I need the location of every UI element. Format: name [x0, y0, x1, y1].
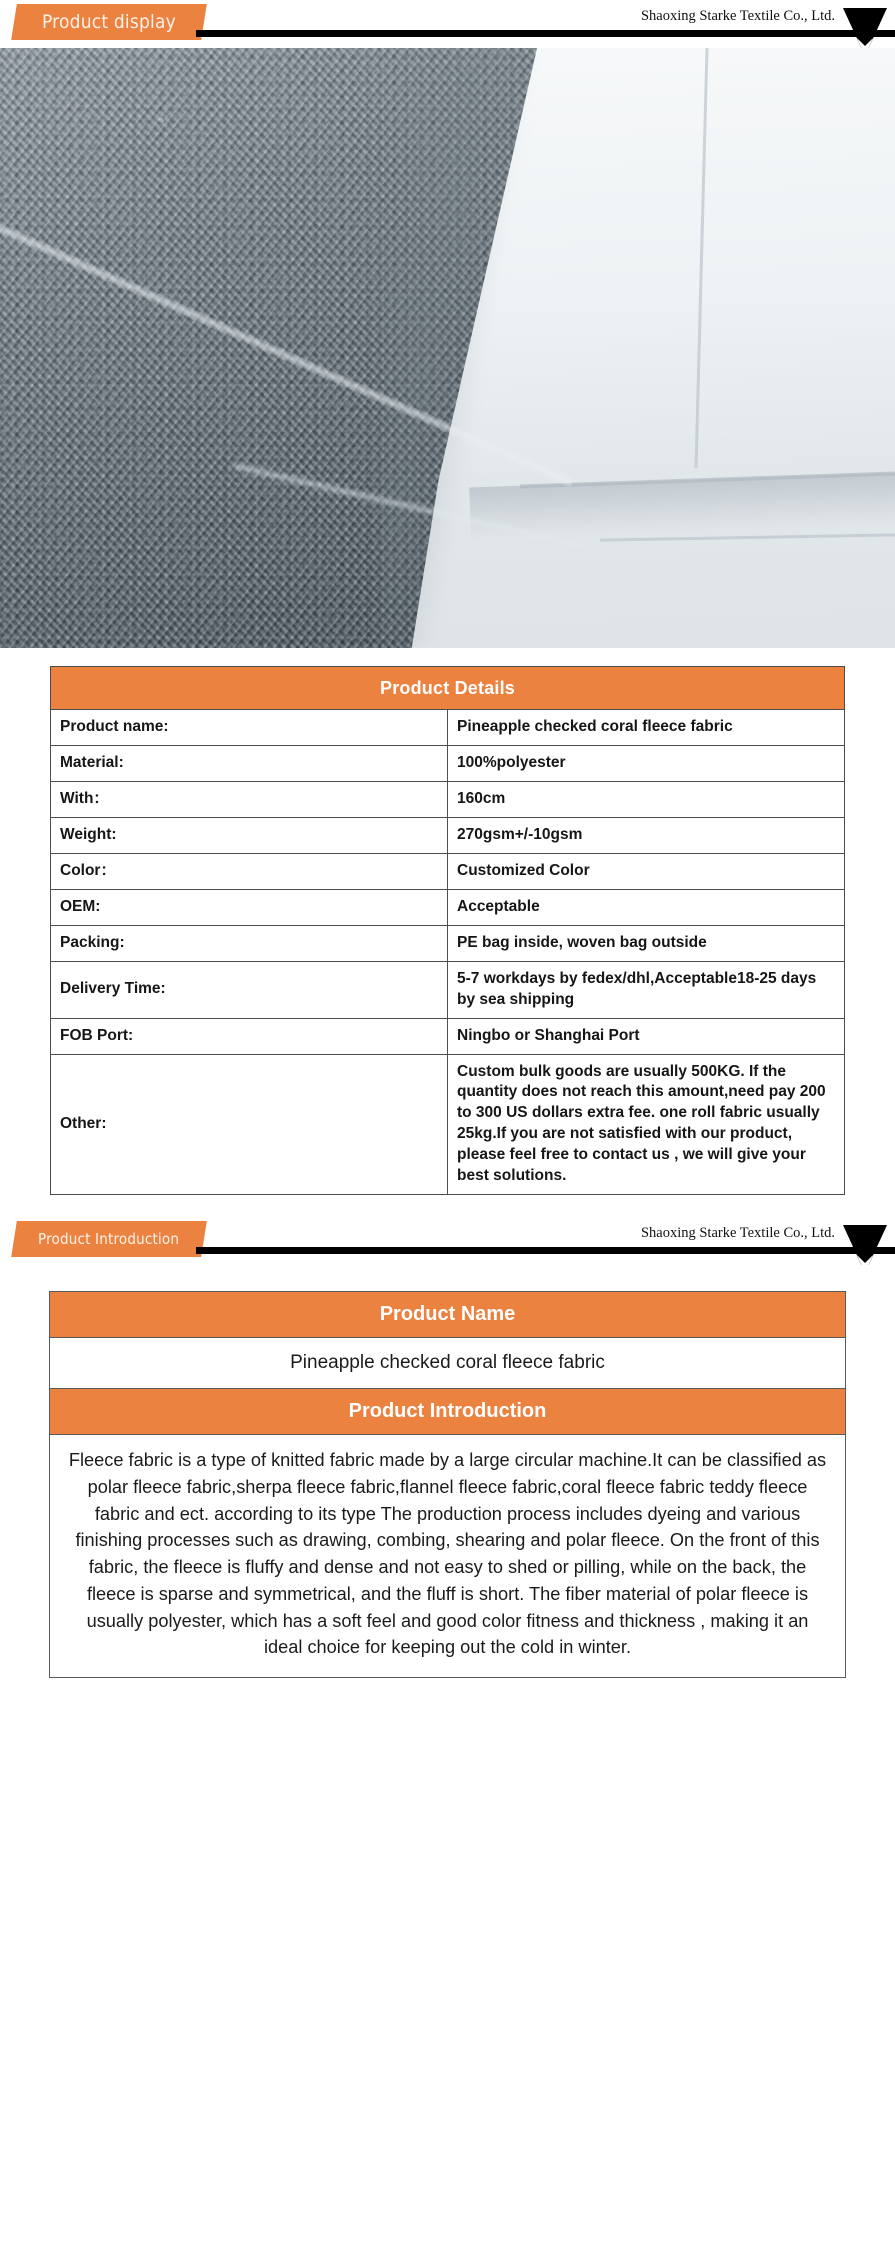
section-tag-product-introduction — [11, 1221, 207, 1257]
table-row — [51, 1054, 845, 1195]
table-row — [51, 818, 845, 854]
row-value: Custom bulk goods are usually 500KG. If the quantity does not reach this amount,need pay 200 to 300 US dollars extra fee. one roll fabric usually 25kg.If you are not satisfied with our product, please feel free to contact us , we will give your best solutions. — [448, 1054, 845, 1195]
row-value: Customized Color — [448, 853, 845, 889]
row-key: Packing: — [51, 925, 448, 961]
product-introduction-banner — [0, 1217, 895, 1265]
row-value: 100%polyester — [448, 746, 845, 782]
row-key: OEM: — [51, 889, 448, 925]
row-key: Product name: — [51, 710, 448, 746]
inverted-triangle-logo-icon — [841, 6, 889, 48]
product-introduction-block — [49, 1291, 846, 1678]
product-details-body — [51, 710, 845, 1195]
product-introduction-header: Product Introduction — [50, 1388, 845, 1435]
company-name: Shaoxing Starke Textile Co., Ltd. — [640, 8, 835, 24]
table-header-row — [51, 667, 845, 710]
product-details-header: Product Details — [51, 667, 845, 710]
product-details-block — [50, 666, 845, 1195]
table-row — [51, 925, 845, 961]
product-name-value: Pineapple checked coral fleece fabric — [50, 1338, 845, 1388]
row-key: FOB Port: — [51, 1018, 448, 1054]
row-value: 270gsm+/-10gsm — [448, 818, 845, 854]
banner-rule — [196, 30, 895, 37]
table-row — [51, 710, 845, 746]
row-key: Other: — [51, 1054, 448, 1195]
product-introduction-text: Fleece fabric is a type of knitted fabric made by a large circular machine.It can be classified as polar fleece fabric,sherpa fleece fabric,flannel fleece fabric,coral fleece fabric teddy fleece fabric and ect. according to its type The production process includes dyeing and various finishing processes such as drawing, combing, shearing and polar fleece. On the front of this fabric, the fleece is fluffy and dense and not easy to shed or pilling, while on the back, the fleece is sparse and symmetrical, and the fluff is short. The fiber material of polar fleece is usually polyester, which has a soft feel and good color fitness and thickness , making it an ideal choice for keeping out the cold in winter. — [50, 1435, 845, 1677]
row-key: Delivery Time: — [51, 961, 448, 1018]
row-key: Material: — [51, 746, 448, 782]
row-key: With： — [51, 782, 448, 818]
row-key: Weight: — [51, 818, 448, 854]
row-value: Ningbo or Shanghai Port — [448, 1018, 845, 1054]
photo-fabric-edge-blur — [380, 48, 540, 648]
product-photo — [0, 48, 895, 648]
table-row — [51, 961, 845, 1018]
product-name-header: Product Name — [50, 1292, 845, 1338]
row-key: Color： — [51, 853, 448, 889]
section-tag-label: Product Introduction — [38, 1230, 180, 1249]
table-row — [51, 1018, 845, 1054]
table-row — [51, 746, 845, 782]
product-details-table — [50, 666, 845, 1195]
table-row — [51, 782, 845, 818]
section-tag-label: Product display — [42, 11, 176, 33]
row-value: 5-7 workdays by fedex/dhl,Acceptable18-25 days by sea shipping — [448, 961, 845, 1018]
table-row — [51, 889, 845, 925]
inverted-triangle-logo-icon — [841, 1223, 889, 1265]
company-name: Shaoxing Starke Textile Co., Ltd. — [640, 1225, 835, 1242]
row-value: Acceptable — [448, 889, 845, 925]
table-row — [51, 853, 845, 889]
row-value: Pineapple checked coral fleece fabric — [448, 710, 845, 746]
banner-rule — [196, 1247, 895, 1254]
row-value: 160cm — [448, 782, 845, 818]
row-value: PE bag inside, woven bag outside — [448, 925, 845, 961]
product-display-banner — [0, 0, 895, 48]
section-tag-product-display — [11, 4, 207, 40]
